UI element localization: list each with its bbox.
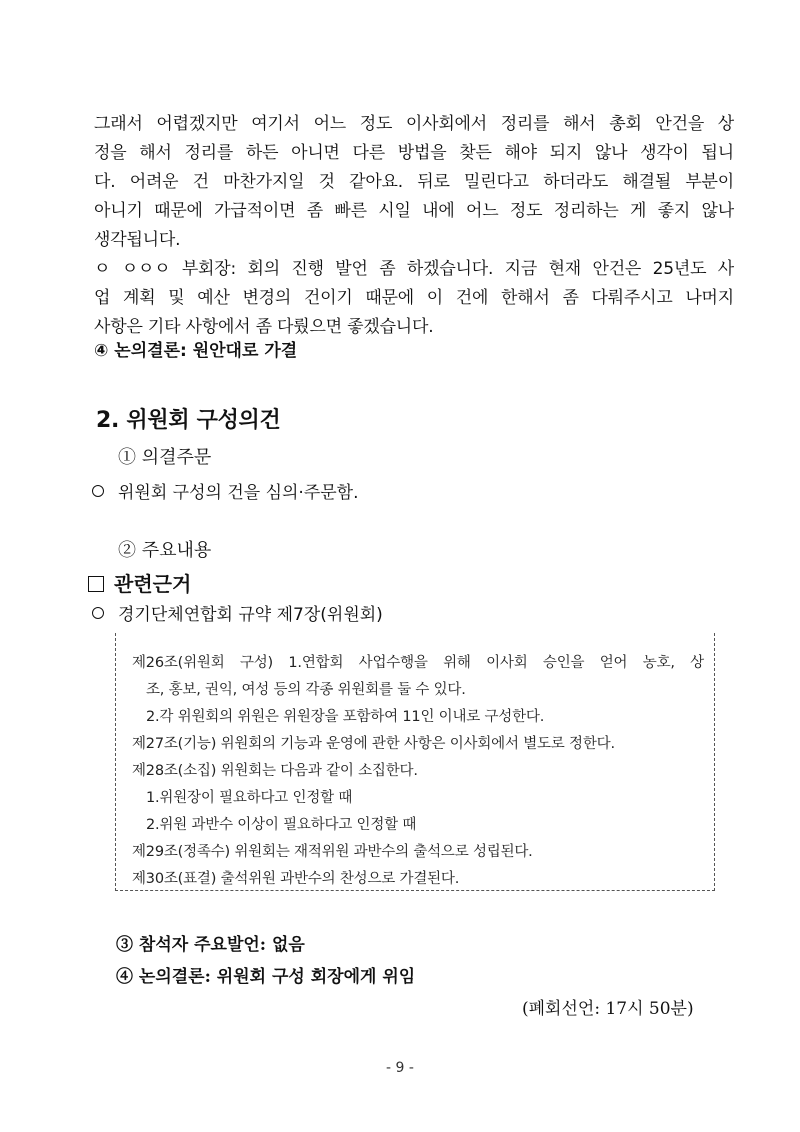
resolution-item — [92, 478, 359, 503]
paragraph-line: 정을 해서 정리를 하든 아니면 다른 방법을 찾든 해야 되지 않나 생각이 됩니 — [94, 143, 734, 163]
page-number: - 9 - — [386, 1060, 414, 1076]
closing-note: (폐회선언: 17시 50분) — [522, 999, 694, 1019]
bullet-circle-icon — [92, 607, 104, 619]
rule-line: 제26조(위원회 구성) 1.연합회 사업수행을 위해 이사회 승인을 얻어 농호, 상 — [132, 655, 704, 671]
checkbox-square-icon — [88, 576, 104, 592]
body-paragraph — [94, 110, 734, 342]
rule-line: 제29조(정족수) 위원회는 재적위원 과반수의 출석으로 성립된다. — [132, 844, 533, 860]
paragraph-line: 아니기 때문에 가급적이면 좀 빠른 시일 내에 어느 정도 정리하는 게 좋지 않나 — [94, 201, 734, 221]
paragraph-line: 사항은 기타 사항에서 좀 다뤘으면 좋겠습니다. — [94, 317, 434, 337]
paragraph-line: 그래서 어렵겠지만 여기서 어느 정도 이사회에서 정리를 해서 총회 안건을 상 — [94, 114, 734, 134]
discussion-conclusion-2: ④ 논의결론: 위원회 구성 회장에게 위임 — [116, 967, 416, 987]
section-title: 2. 위원회 구성의건 — [96, 408, 281, 433]
rule-line: 제30조(표결) 출석위원 과반수의 찬성으로 가결된다. — [132, 871, 460, 887]
attendee-remarks: ③ 참석자 주요발언: 없음 — [116, 935, 305, 955]
rule-line: 2.각 위원회의 위원은 위원장을 포함하여 11인 이내로 구성한다. — [146, 709, 545, 725]
paragraph-line: 생각됩니다. — [94, 230, 181, 250]
rules-excerpt-box — [115, 633, 715, 891]
paragraph-line: 업 계획 및 예산 변경의 건이기 때문에 이 건에 한해서 좀 다뤄주시고 나머지 — [94, 288, 734, 308]
resolution-subheading: ① 의결주문 — [118, 447, 212, 468]
basis-item — [92, 600, 383, 625]
bullet-circle-icon — [92, 485, 104, 497]
resolution-text: 위원회 구성의 건을 심의·주문함. — [118, 483, 359, 503]
rule-line: 제27조(기능) 위원회의 기능과 운영에 관한 사항은 이사회에서 별도로 정한다. — [132, 736, 615, 752]
basis-heading-text: 관련근거 — [114, 572, 192, 596]
main-content-subheading: ② 주요내용 — [118, 540, 212, 561]
rule-line: 조, 홍보, 권익, 여성 등의 각종 위원회를 둘 수 있다. — [146, 682, 466, 698]
paragraph-line: 다. 어려운 건 마찬가지일 것 같아요. 뒤로 밀린다고 하더라도 해결될 부분이 — [94, 172, 734, 192]
basis-item-text: 경기단체연합회 규약 제7장(위원회) — [118, 605, 383, 625]
discussion-conclusion-1: ④ 논의결론: 원안대로 가결 — [94, 341, 298, 361]
paragraph-line: ㅇ ㅇㅇㅇ 부회장: 회의 진행 발언 좀 하겠습니다. 지금 현재 안건은 25년도 사 — [94, 259, 734, 279]
basis-heading — [88, 568, 191, 597]
rule-line: 제28조(소집) 위원회는 다음과 같이 소집한다. — [132, 763, 418, 779]
rule-line: 2.위원 과반수 이상이 필요하다고 인정할 때 — [146, 817, 417, 833]
rule-line: 1.위원장이 필요하다고 인정할 때 — [146, 790, 353, 806]
